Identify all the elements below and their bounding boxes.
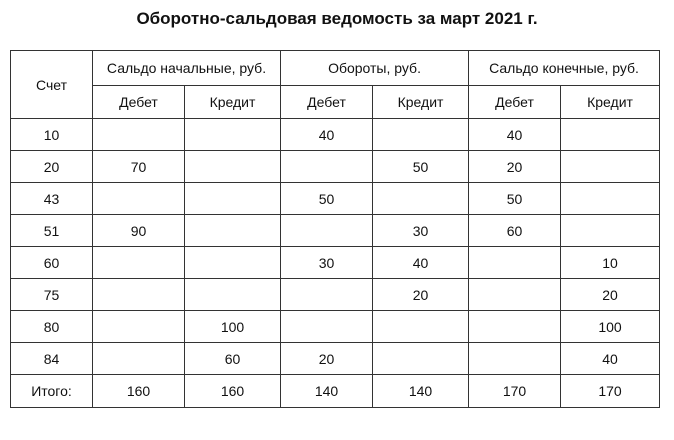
table-row	[11, 279, 660, 311]
account-cell: 84	[11, 343, 93, 375]
table-row	[11, 151, 660, 183]
closing-debit-cell	[469, 311, 561, 343]
opening-debit-cell	[93, 119, 185, 151]
closing-debit-cell: 40	[469, 119, 561, 151]
table-row	[11, 183, 660, 215]
total-row	[11, 375, 660, 408]
total-turnover-debit: 140	[281, 375, 373, 408]
opening-credit-cell: 100	[185, 311, 281, 343]
header-turnover-debit: Дебет	[281, 86, 373, 119]
opening-debit-cell	[93, 183, 185, 215]
opening-debit-cell	[93, 311, 185, 343]
turnover-debit-cell	[281, 279, 373, 311]
header-closing-debit: Дебет	[469, 86, 561, 119]
turnover-debit-cell	[281, 151, 373, 183]
header-opening-credit: Кредит	[185, 86, 281, 119]
opening-credit-cell	[185, 215, 281, 247]
table-row	[11, 343, 660, 375]
opening-credit-cell	[185, 279, 281, 311]
turnover-credit-cell	[373, 311, 469, 343]
table-row	[11, 311, 660, 343]
turnover-debit-cell: 20	[281, 343, 373, 375]
total-closing-credit: 170	[561, 375, 660, 408]
header-turnover: Обороты, руб.	[281, 51, 469, 86]
header-closing-credit: Кредит	[561, 86, 660, 119]
table-row	[11, 215, 660, 247]
closing-debit-cell	[469, 247, 561, 279]
closing-debit-cell: 60	[469, 215, 561, 247]
total-closing-debit: 170	[469, 375, 561, 408]
closing-credit-cell	[561, 151, 660, 183]
page-title: Оборотно-сальдовая ведомость за март 2021 г.	[136, 9, 538, 28]
turnover-credit-cell	[373, 119, 469, 151]
closing-credit-cell	[561, 215, 660, 247]
total-turnover-credit: 140	[373, 375, 469, 408]
account-cell: 43	[11, 183, 93, 215]
account-cell: 80	[11, 311, 93, 343]
closing-credit-cell	[561, 183, 660, 215]
total-opening-credit: 160	[185, 375, 281, 408]
table-row	[11, 247, 660, 279]
turnover-debit-cell: 50	[281, 183, 373, 215]
total-label: Итого:	[11, 375, 93, 408]
turnover-credit-cell: 30	[373, 215, 469, 247]
opening-credit-cell: 60	[185, 343, 281, 375]
header-row	[11, 51, 660, 86]
closing-credit-cell: 100	[561, 311, 660, 343]
account-cell: 20	[11, 151, 93, 183]
opening-credit-cell	[185, 183, 281, 215]
header-turnover-credit: Кредит	[373, 86, 469, 119]
opening-credit-cell	[185, 151, 281, 183]
turnover-credit-cell: 50	[373, 151, 469, 183]
opening-credit-cell	[185, 119, 281, 151]
closing-credit-cell: 20	[561, 279, 660, 311]
opening-debit-cell: 90	[93, 215, 185, 247]
turnover-credit-cell	[373, 343, 469, 375]
closing-debit-cell	[469, 343, 561, 375]
turnover-debit-cell: 40	[281, 119, 373, 151]
header-closing-balance: Сальдо конечные, руб.	[469, 51, 660, 86]
turnover-credit-cell	[373, 183, 469, 215]
header-opening-balance: Сальдо начальные, руб.	[93, 51, 281, 86]
opening-debit-cell: 70	[93, 151, 185, 183]
table-row	[11, 119, 660, 151]
closing-credit-cell	[561, 119, 660, 151]
closing-credit-cell: 10	[561, 247, 660, 279]
turnover-balance-table	[10, 50, 660, 408]
opening-debit-cell	[93, 279, 185, 311]
account-cell: 10	[11, 119, 93, 151]
opening-credit-cell	[185, 247, 281, 279]
account-cell: 51	[11, 215, 93, 247]
header-account: Счет	[11, 51, 93, 119]
closing-debit-cell: 20	[469, 151, 561, 183]
opening-debit-cell	[93, 343, 185, 375]
turnover-credit-cell: 20	[373, 279, 469, 311]
header-opening-debit: Дебет	[93, 86, 185, 119]
total-opening-debit: 160	[93, 375, 185, 408]
closing-credit-cell: 40	[561, 343, 660, 375]
turnover-credit-cell: 40	[373, 247, 469, 279]
turnover-debit-cell	[281, 311, 373, 343]
turnover-debit-cell: 30	[281, 247, 373, 279]
account-cell: 60	[11, 247, 93, 279]
turnover-debit-cell	[281, 215, 373, 247]
subheader-row	[11, 86, 660, 119]
closing-debit-cell: 50	[469, 183, 561, 215]
closing-debit-cell	[469, 279, 561, 311]
account-cell: 75	[11, 279, 93, 311]
opening-debit-cell	[93, 247, 185, 279]
